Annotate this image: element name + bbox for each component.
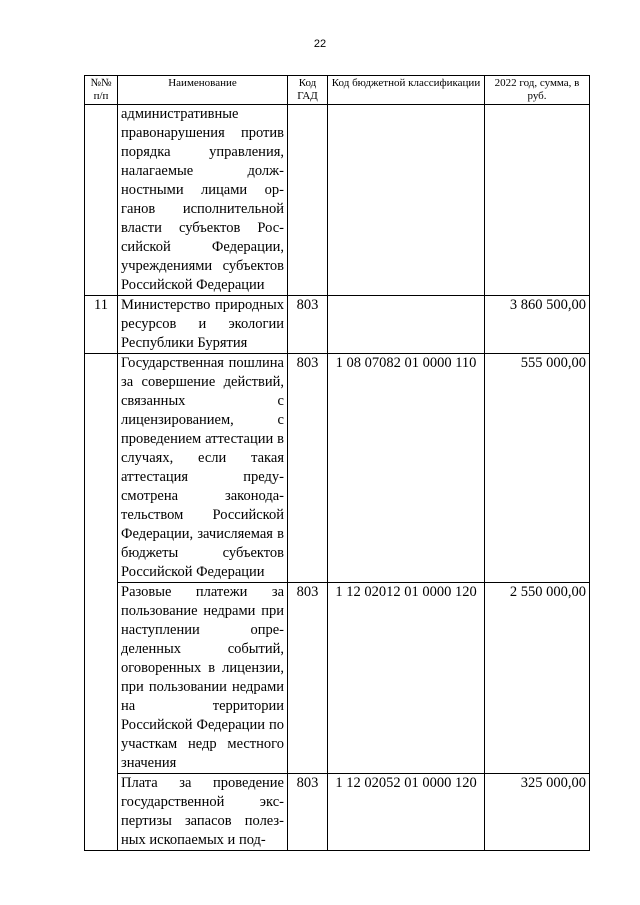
row-kbk: 1 08 07082 01 0000 110 [328, 354, 485, 583]
row-num [85, 105, 118, 296]
row-sum [485, 105, 590, 296]
row-name: административные правонарушения против порядка управления, налагаемые должностными лицами органов исполнительной власти субъектов Российской Федерации, учреждениями субъектов Российской Федерации [118, 105, 288, 296]
row-sum: 555 000,00 [485, 354, 590, 583]
table-row [85, 354, 590, 583]
header-name: Наименование [118, 76, 288, 105]
row-name: Плата за проведение государственной экспертизы запасов полезных ископаемых и под- [118, 774, 288, 851]
row-gad: 803 [288, 774, 328, 851]
table-row [85, 774, 590, 851]
row-kbk: 1 12 02012 01 0000 120 [328, 583, 485, 774]
row-num: 11 [85, 296, 118, 354]
row-kbk: 1 12 02052 01 0000 120 [328, 774, 485, 851]
header-sum: 2022 год, сумма, в руб. [485, 76, 590, 105]
row-name: Министерство природных ресурсов и экологии Республики Бурятия [118, 296, 288, 354]
table-row [85, 296, 590, 354]
row-kbk [328, 296, 485, 354]
page-number: 22 [313, 38, 327, 50]
row-sum: 2 550 000,00 [485, 583, 590, 774]
table-header-row [85, 76, 590, 105]
row-sum: 325 000,00 [485, 774, 590, 851]
budget-table [84, 75, 590, 851]
row-name: Разовые платежи за пользование недрами при наступлении определенных событий, оговоренных в лицензии, при пользовании недрами на территории Российской Федерации по участкам недр местного значения [118, 583, 288, 774]
row-gad: 803 [288, 583, 328, 774]
header-kbk: Код бюджетной классификации [328, 76, 485, 105]
row-sum: 3 860 500,00 [485, 296, 590, 354]
header-gad: Код ГАД [288, 76, 328, 105]
header-num: №№ п/п [85, 76, 118, 105]
row-gad [288, 105, 328, 296]
row-gad: 803 [288, 296, 328, 354]
row-gad: 803 [288, 354, 328, 583]
row-num [85, 354, 118, 851]
row-name: Государственная пошлина за совершение действий, связанных с лицензированием, с проведением аттестации в случаях, если такая аттестация предусмотрена законодательством Российской Федерации, зачисляемая в бюджеты субъектов Российской Федерации [118, 354, 288, 583]
table-row [85, 105, 590, 296]
table-row [85, 583, 590, 774]
row-kbk [328, 105, 485, 296]
